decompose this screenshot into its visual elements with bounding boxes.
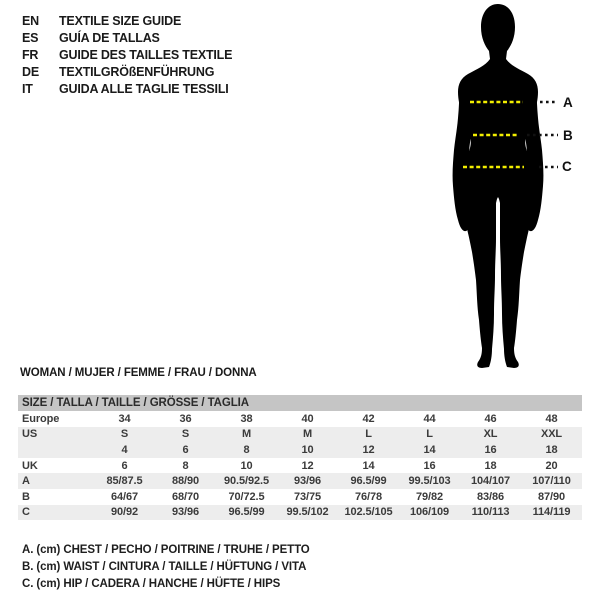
row-label: C [18,505,94,521]
title-text: TEXTILE SIZE GUIDE [59,14,182,29]
table-cell: 48 [545,412,558,425]
table-cell: 64/67 [110,490,139,503]
table-row-europe [18,411,582,427]
chest-marker-label: A [563,95,573,110]
table-cell: 10 [240,459,253,472]
table-cell: 36 [179,412,192,425]
title-row-en [22,13,232,30]
table-cell: XXL [521,427,582,443]
title-text: GUIDE DES TAILLES TEXTILE [59,47,233,62]
table-cell: 106/109 [399,505,460,521]
table-cell: 16 [423,459,436,472]
table-cell: 104/107 [460,473,521,489]
title-row-es [22,30,232,47]
title-text: GUÍA DE TALLAS [59,31,160,46]
table-cell: 40 [301,412,314,425]
table-cell: L [338,427,399,443]
table-cell: 10 [277,442,338,458]
table-cell: 76/78 [354,490,383,503]
table-cell: 70/72.5 [228,490,265,503]
table-cell: 68/70 [171,490,200,503]
table-cell: 85/87.5 [94,473,155,489]
table-cell: 90.5/92.5 [216,473,277,489]
table-cell: 93/96 [155,505,216,521]
measurement-legend [22,544,310,595]
table-cell: M [277,427,338,443]
table-cell: 88/90 [155,473,216,489]
table-cell: 12 [301,459,314,472]
title-block [22,13,232,97]
title-row-fr [22,47,232,64]
title-row-de [22,63,232,80]
table-cell: 83/86 [476,490,505,503]
table-cell: 18 [521,442,582,458]
language-code: FR [22,47,39,62]
table-cell: 87/90 [537,490,566,503]
table-cell: 14 [362,459,375,472]
table-cell: 6 [121,459,128,472]
legend-chest: A. (cm) CHEST / PECHO / POITRINE / TRUHE / PETTO [22,544,310,556]
table-cell: 93/96 [277,473,338,489]
silhouette-body [458,4,538,368]
table-cell: 73/75 [293,490,322,503]
table-cell: 102.5/105 [338,505,399,521]
table-cell: 16 [460,442,521,458]
table-cell: 110/113 [460,505,521,521]
row-label: Europe [22,412,60,425]
table-cell: 114/119 [521,505,582,521]
table-cell: S [155,427,216,443]
table-row-us-letters [18,427,582,443]
table-row-chest [18,473,582,489]
language-code: ES [22,31,39,46]
title-text: TEXTILGRÖßENFÜHRUNG [59,64,215,79]
table-cell: 8 [216,442,277,458]
legend-waist: B. (cm) WAIST / CINTURA / TAILLE / HÜFTUNG / VITA [22,561,307,573]
table-cell: 79/82 [415,490,444,503]
table-cell: 38 [240,412,253,425]
table-cell: 6 [155,442,216,458]
table-header-label: SIZE / TALLA / TAILLE / GRÖSSE / TAGLIA [18,395,582,411]
table-cell: 14 [399,442,460,458]
table-cell: 44 [423,412,436,425]
table-cell: 8 [182,459,189,472]
table-row-waist [18,489,582,505]
language-code: DE [22,64,39,79]
title-row-it [22,80,232,97]
table-header-row [18,395,582,411]
row-label: UK [22,459,38,472]
table-cell: 42 [362,412,375,425]
table-cell: 96.5/99 [338,473,399,489]
row-label [18,442,94,458]
table-cell: 20 [545,459,558,472]
table-cell: 99.5/102 [277,505,338,521]
table-cell: 90/92 [94,505,155,521]
table-cell: 46 [484,412,497,425]
table-row-us-numbers [18,442,582,458]
table-cell: 99.5/103 [399,473,460,489]
hip-marker-label: C [562,159,572,174]
language-code: EN [22,14,39,29]
row-label: B [22,490,30,503]
title-text: GUIDA ALLE TAGLIE TESSILI [59,81,229,96]
table-cell: 18 [484,459,497,472]
woman-silhouette [420,0,600,380]
table-cell: XL [460,427,521,443]
table-cell: 4 [94,442,155,458]
table-cell: 12 [338,442,399,458]
section-heading-woman: WOMAN / MUJER / FEMME / FRAU / DONNA [20,367,257,379]
table-cell: 96.5/99 [216,505,277,521]
table-cell: M [216,427,277,443]
language-code: IT [22,81,33,96]
waist-marker-label: B [563,128,573,143]
table-cell: S [94,427,155,443]
table-row-hip [18,505,582,521]
table-row-uk [18,458,582,474]
row-label: A [18,473,94,489]
table-cell: 107/110 [521,473,582,489]
row-label: US [18,427,94,443]
table-cell: L [399,427,460,443]
table-cell: 34 [118,412,131,425]
legend-hip: C. (cm) HIP / CADERA / HANCHE / HÜFTE / HIPS [22,578,281,590]
size-table [18,395,582,520]
